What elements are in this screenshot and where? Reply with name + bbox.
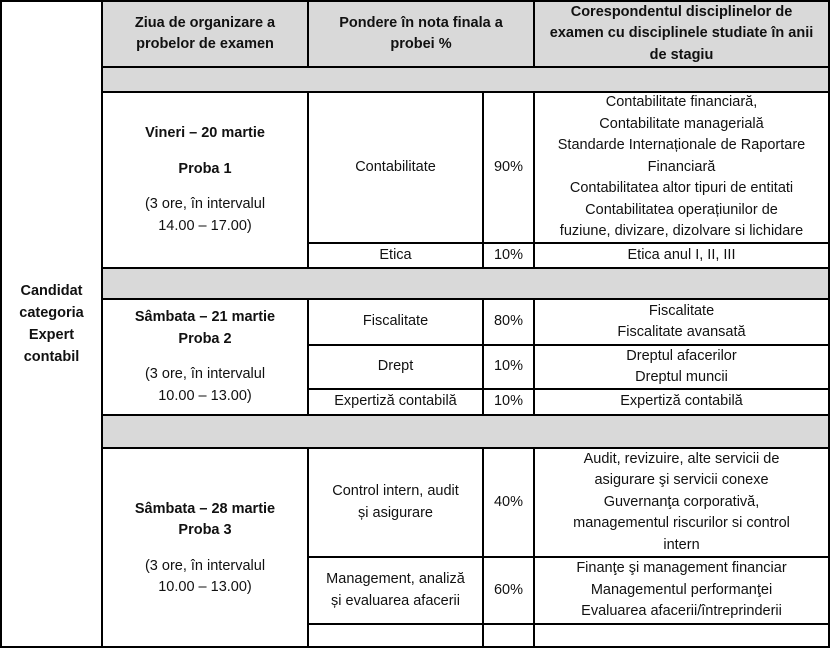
exam-proba: Proba 3 — [178, 522, 232, 538]
exam-duration: 14.00 – 17.00) — [158, 217, 252, 234]
subject-name-text: și asigurare — [358, 504, 433, 521]
col-divider — [533, 91, 535, 268]
subject-name-text: și evaluarea afacerii — [331, 592, 460, 609]
subject-correspondence — [534, 243, 829, 268]
correspondence-line: Standarde Internaționale de Raportare — [557, 137, 806, 154]
row-divider — [308, 556, 829, 558]
correspondence-line: fuziune, divizare, dizolvare si lichidare — [559, 223, 804, 240]
header-text: Pondere în nota finala a — [339, 14, 503, 31]
subject-correspondence — [534, 345, 829, 389]
header-text: Ziua de organizare a — [134, 14, 276, 31]
row-divider — [102, 298, 829, 300]
header-text: examen cu disciplinele studiate în anii — [549, 25, 814, 42]
col-divider — [533, 298, 535, 415]
subject-name — [308, 389, 483, 415]
subject-weight: 90% — [493, 158, 524, 175]
correspondence-line: Contabilitatea operațiunilor de — [585, 201, 778, 218]
subject-name — [308, 243, 483, 268]
correspondence-line: Fiscalitate avansată — [617, 324, 746, 340]
candidate-category-line: Expert — [28, 327, 75, 343]
subject-correspondence — [534, 389, 829, 415]
correspondence-line: Finanţe şi management financiar — [576, 560, 787, 577]
header-text: probei % — [390, 36, 452, 52]
correspondence-line: intern — [663, 536, 700, 553]
candidate-category-line: contabil — [23, 349, 80, 365]
subject-weight: 40% — [493, 493, 524, 510]
correspondence-line: Financiară — [647, 158, 716, 175]
col-divider — [307, 447, 309, 648]
correspondence-line: Contabilitatea altor tipuri de entitati — [569, 180, 794, 197]
col-divider — [533, 0, 535, 67]
subject-name-text: Management, analiză — [326, 571, 465, 587]
correspondence-line: Audit, revizuire, alte servicii de — [583, 450, 780, 467]
correspondence-line: Dreptul muncii — [635, 369, 728, 385]
correspondence-line: Dreptul afacerilor — [626, 347, 737, 364]
table-border — [0, 0, 2, 648]
subject-name — [308, 557, 483, 624]
correspondence-line: Etica anul I, II, III — [627, 246, 736, 263]
exam-duration: (3 ore, în intervalul — [144, 557, 266, 574]
col-divider — [482, 447, 484, 648]
correspondence-line: Guvernanţa corporativă, — [603, 493, 760, 510]
header-text: Corespondentul disciplinelor de — [570, 3, 793, 20]
subject-name-text: Contabilitate — [355, 158, 436, 175]
subject-name-text: Drept — [377, 358, 414, 375]
table-border — [0, 0, 830, 2]
correspondence-line: Contabilitate managerială — [599, 115, 764, 132]
subject-correspondence — [534, 448, 829, 557]
subject-name — [308, 92, 483, 243]
row-divider — [308, 344, 829, 346]
candidate-category-line: categoria — [19, 305, 84, 321]
exam-duration: (3 ore, în intervalul — [144, 196, 266, 212]
subject-weight: 80% — [493, 313, 524, 330]
exam-proba: Proba 1 — [178, 160, 232, 177]
subject-name-text: Etica — [379, 246, 412, 263]
subject-correspondence — [534, 299, 829, 345]
col-divider — [101, 0, 103, 648]
row-divider — [102, 447, 829, 449]
header-text: probelor de examen — [136, 36, 274, 52]
row-divider — [102, 91, 829, 93]
col-divider — [482, 298, 484, 415]
row-divider — [102, 66, 829, 68]
col-divider — [307, 0, 309, 67]
col-divider — [307, 298, 309, 415]
row-divider — [308, 242, 829, 244]
col-divider — [482, 91, 484, 268]
subject-name — [308, 345, 483, 389]
row-divider — [308, 623, 829, 625]
correspondence-line: asigurare şi servicii conexe — [594, 472, 769, 489]
exam-day-cell — [102, 299, 308, 415]
exam-proba: Proba 2 — [178, 330, 232, 347]
exam-date: Vineri – 20 martie — [145, 125, 265, 141]
col-divider — [533, 447, 535, 648]
row-divider — [102, 414, 829, 416]
header-weight — [308, 1, 534, 67]
row-divider — [102, 267, 829, 269]
subject-weight: 10% — [493, 358, 524, 375]
correspondence-line: managementul riscurilor si control — [573, 515, 790, 532]
row-divider — [308, 388, 829, 390]
correspondence-line: Managementul performanţei — [590, 581, 773, 598]
subject-weight: 60% — [493, 581, 524, 598]
exam-day-cell — [102, 92, 308, 268]
candidate-category-line: Candidat — [20, 283, 83, 299]
separator-row — [102, 415, 829, 448]
subject-name — [308, 299, 483, 345]
candidate-category-cell — [1, 1, 102, 647]
correspondence-line: Contabilitate financiară, — [605, 94, 758, 111]
subject-name-text: Fiscalitate — [362, 313, 429, 330]
header-day — [102, 1, 308, 67]
subject-correspondence — [534, 92, 829, 243]
correspondence-line: Evaluarea afacerii/întreprinderii — [581, 603, 782, 620]
exam-duration: 10.00 – 13.00) — [158, 387, 252, 404]
correspondence-line: Fiscalitate — [648, 302, 715, 319]
subject-name-text: Control intern, audit — [332, 483, 459, 499]
subject-name-text: Expertiză contabilă — [334, 393, 457, 410]
exam-duration: (3 ore, în intervalul — [144, 366, 266, 382]
correspondence-line: Expertiză contabilă — [620, 393, 743, 410]
header-text: de stagiu — [649, 46, 714, 63]
exam-date: Sâmbata – 28 martie — [134, 500, 276, 517]
subject-correspondence — [534, 557, 829, 624]
subject-name — [308, 448, 483, 557]
subject-name-empty — [308, 624, 483, 647]
exam-duration: 10.00 – 13.00) — [158, 579, 252, 595]
exam-day-cell — [102, 448, 308, 647]
separator-row — [102, 67, 829, 92]
header-correspondence — [534, 1, 829, 67]
subject-weight: 10% — [493, 246, 524, 263]
subject-weight-empty — [483, 624, 534, 647]
subject-weight: 10% — [493, 393, 524, 410]
col-divider — [307, 91, 309, 268]
separator-row — [102, 268, 829, 299]
exam-date: Sâmbata – 21 martie — [134, 309, 276, 325]
subject-correspondence-empty — [534, 624, 829, 647]
